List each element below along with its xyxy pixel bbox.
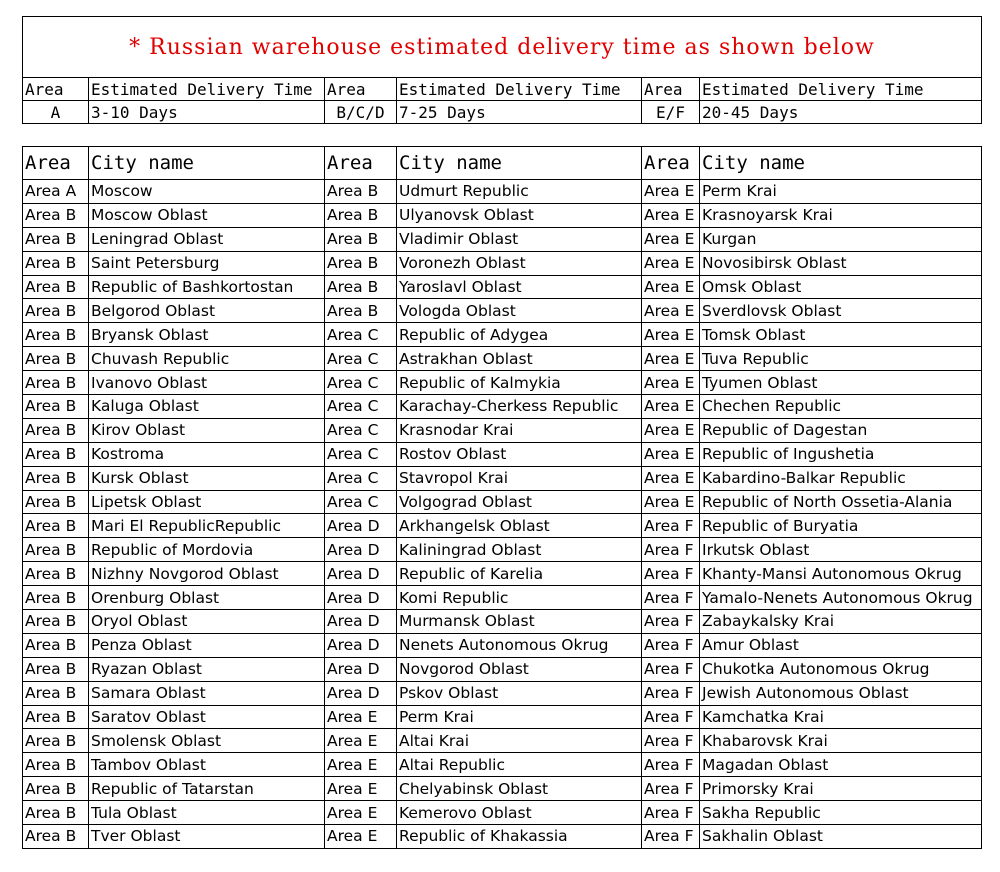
area-cell: Area E [325, 801, 397, 825]
page-title: * Russian warehouse estimated delivery time as shown below [23, 17, 982, 78]
area-group-a: A [23, 101, 89, 124]
city-cell: Tomsk Oblast [700, 323, 982, 347]
city-cell: Republic of Adygea [397, 323, 642, 347]
area-cell: Area F [642, 825, 700, 849]
area-group-bcd: B/C/D [325, 101, 397, 124]
area-cell: Area B [23, 323, 89, 347]
city-cell: Nenets Autonomous Okrug [397, 633, 642, 657]
area-cell: Area B [325, 180, 397, 204]
city-cell: Murmansk Oblast [397, 610, 642, 634]
area-cell: Area B [23, 514, 89, 538]
city-cell: Astrakhan Oblast [397, 347, 642, 371]
table-row [23, 490, 982, 514]
city-cell: Kaliningrad Oblast [397, 538, 642, 562]
city-cell: Moscow [89, 180, 325, 204]
area-cell: Area F [642, 586, 700, 610]
table-row [23, 777, 982, 801]
area-cell: Area E [325, 705, 397, 729]
area-cell: Area F [642, 538, 700, 562]
area-cell: Area F [642, 514, 700, 538]
area-cell: Area D [325, 586, 397, 610]
city-cell: Republic of Khakassia [397, 825, 642, 849]
city-cell: Saratov Oblast [89, 705, 325, 729]
area-cell: Area B [23, 681, 89, 705]
column-header-area: Area [325, 147, 397, 180]
city-cell: Moscow Oblast [89, 203, 325, 227]
city-area-table-body [23, 147, 982, 849]
city-cell: Samara Oblast [89, 681, 325, 705]
area-cell: Area B [325, 251, 397, 275]
city-cell: Kamchatka Krai [700, 705, 982, 729]
area-cell: Area B [23, 490, 89, 514]
table-row [23, 371, 982, 395]
city-cell: Krasnodar Krai [397, 418, 642, 442]
city-cell: Altai Republic [397, 753, 642, 777]
city-cell: Chechen Republic [700, 395, 982, 419]
area-cell: Area C [325, 490, 397, 514]
city-cell: Stavropol Krai [397, 466, 642, 490]
area-cell: Area D [325, 562, 397, 586]
area-cell: Area B [23, 610, 89, 634]
area-cell: Area C [325, 323, 397, 347]
area-cell: Area B [23, 299, 89, 323]
city-cell: Khabarovsk Krai [700, 729, 982, 753]
city-cell: Pskov Oblast [397, 681, 642, 705]
city-cell: Penza Oblast [89, 633, 325, 657]
city-cell: Mari El RepublicRepublic [89, 514, 325, 538]
area-cell: Area D [325, 538, 397, 562]
city-cell: Ulyanovsk Oblast [397, 203, 642, 227]
area-cell: Area F [642, 610, 700, 634]
area-cell: Area E [642, 227, 700, 251]
city-cell: Kaluga Oblast [89, 395, 325, 419]
column-header-city: City name [89, 147, 325, 180]
city-cell: Belgorod Oblast [89, 299, 325, 323]
area-cell: Area A [23, 180, 89, 204]
city-cell: Chukotka Autonomous Okrug [700, 657, 982, 681]
city-cell: Udmurt Republic [397, 180, 642, 204]
city-cell: Republic of Buryatia [700, 514, 982, 538]
area-cell: Area D [325, 681, 397, 705]
city-cell: Kostroma [89, 442, 325, 466]
table-row [23, 323, 982, 347]
area-cell: Area B [325, 275, 397, 299]
city-cell: Orenburg Oblast [89, 586, 325, 610]
city-cell: Lipetsk Oblast [89, 490, 325, 514]
city-cell: Bryansk Oblast [89, 323, 325, 347]
city-cell: Omsk Oblast [700, 275, 982, 299]
city-cell: Saint Petersburg [89, 251, 325, 275]
city-cell: Perm Krai [700, 180, 982, 204]
table-row [23, 395, 982, 419]
area-cell: Area B [325, 203, 397, 227]
city-cell: Sverdlovsk Oblast [700, 299, 982, 323]
area-cell: Area F [642, 801, 700, 825]
area-header: Area [642, 78, 700, 101]
table-row [23, 251, 982, 275]
city-cell: Krasnoyarsk Krai [700, 203, 982, 227]
city-cell: Irkutsk Oblast [700, 538, 982, 562]
area-cell: Area B [23, 371, 89, 395]
city-cell: Kemerovo Oblast [397, 801, 642, 825]
table-row [23, 633, 982, 657]
city-cell: Vladimir Oblast [397, 227, 642, 251]
area-cell: Area B [23, 801, 89, 825]
table-header-row [23, 147, 982, 180]
column-header-city: City name [397, 147, 642, 180]
area-cell: Area B [23, 729, 89, 753]
area-cell: Area B [23, 227, 89, 251]
city-cell: Magadan Oblast [700, 753, 982, 777]
city-cell: Republic of Mordovia [89, 538, 325, 562]
area-cell: Area D [325, 633, 397, 657]
city-cell: Oryol Oblast [89, 610, 325, 634]
city-cell: Kabardino-Balkar Republic [700, 466, 982, 490]
table-row [23, 705, 982, 729]
city-cell: Primorsky Krai [700, 777, 982, 801]
city-cell: Volgograd Oblast [397, 490, 642, 514]
table-row [23, 180, 982, 204]
area-cell: Area B [23, 825, 89, 849]
city-cell: Republic of Ingushetia [700, 442, 982, 466]
city-cell: Republic of North Ossetia-Alania [700, 490, 982, 514]
area-cell: Area B [23, 562, 89, 586]
city-cell: Novgorod Oblast [397, 657, 642, 681]
table-row [23, 610, 982, 634]
city-cell: Perm Krai [397, 705, 642, 729]
area-cell: Area C [325, 347, 397, 371]
area-cell: Area E [642, 323, 700, 347]
area-cell: Area C [325, 371, 397, 395]
city-cell: Chelyabinsk Oblast [397, 777, 642, 801]
area-cell: Area C [325, 418, 397, 442]
area-cell: Area E [325, 753, 397, 777]
city-cell: Zabaykalsky Krai [700, 610, 982, 634]
city-cell: Ivanovo Oblast [89, 371, 325, 395]
area-cell: Area E [325, 825, 397, 849]
table-row [23, 729, 982, 753]
city-cell: Novosibirsk Oblast [700, 251, 982, 275]
table-row [23, 753, 982, 777]
table-row [23, 586, 982, 610]
time-header: Estimated Delivery Time [700, 78, 982, 101]
area-cell: Area B [23, 777, 89, 801]
city-cell: Smolensk Oblast [89, 729, 325, 753]
area-cell: Area E [642, 490, 700, 514]
city-cell: Sakha Republic [700, 801, 982, 825]
delivery-time-bcd: 7-25 Days [397, 101, 642, 124]
column-header-area: Area [23, 147, 89, 180]
city-cell: Tver Oblast [89, 825, 325, 849]
area-cell: Area B [23, 633, 89, 657]
column-header-area: Area [642, 147, 700, 180]
city-cell: Republic of Karelia [397, 562, 642, 586]
delivery-time-summary [22, 16, 982, 124]
area-cell: Area B [23, 586, 89, 610]
area-cell: Area B [23, 347, 89, 371]
area-cell: Area B [23, 203, 89, 227]
city-cell: Tambov Oblast [89, 753, 325, 777]
area-group-ef: E/F [642, 101, 700, 124]
city-cell: Yaroslavl Oblast [397, 275, 642, 299]
area-cell: Area B [23, 657, 89, 681]
area-cell: Area B [23, 753, 89, 777]
city-area-table [22, 146, 982, 849]
table-row [23, 299, 982, 323]
city-cell: Republic of Kalmykia [397, 371, 642, 395]
table-row [23, 562, 982, 586]
area-cell: Area D [325, 657, 397, 681]
area-cell: Area F [642, 705, 700, 729]
area-cell: Area E [642, 275, 700, 299]
area-cell: Area D [325, 514, 397, 538]
area-cell: Area F [642, 753, 700, 777]
column-header-city: City name [700, 147, 982, 180]
city-cell: Tyumen Oblast [700, 371, 982, 395]
city-cell: Amur Oblast [700, 633, 982, 657]
area-cell: Area B [23, 275, 89, 299]
area-cell: Area F [642, 657, 700, 681]
area-cell: Area E [642, 418, 700, 442]
city-cell: Sakhalin Oblast [700, 825, 982, 849]
table-row [23, 442, 982, 466]
area-cell: Area E [642, 442, 700, 466]
area-cell: Area C [325, 395, 397, 419]
area-cell: Area F [642, 562, 700, 586]
city-cell: Arkhangelsk Oblast [397, 514, 642, 538]
area-cell: Area B [325, 299, 397, 323]
area-cell: Area D [325, 610, 397, 634]
area-cell: Area E [642, 251, 700, 275]
city-cell: Khanty-Mansi Autonomous Okrug [700, 562, 982, 586]
table-row [23, 227, 982, 251]
table-row [23, 657, 982, 681]
area-cell: Area C [325, 442, 397, 466]
area-header: Area [325, 78, 397, 101]
area-cell: Area C [325, 466, 397, 490]
table-row [23, 681, 982, 705]
area-cell: Area B [23, 705, 89, 729]
city-cell: Republic of Tatarstan [89, 777, 325, 801]
area-cell: Area B [325, 227, 397, 251]
area-cell: Area E [642, 299, 700, 323]
table-row [23, 801, 982, 825]
area-cell: Area E [325, 777, 397, 801]
area-cell: Area F [642, 633, 700, 657]
city-cell: Jewish Autonomous Oblast [700, 681, 982, 705]
table-row [23, 347, 982, 371]
area-cell: Area B [23, 442, 89, 466]
area-cell: Area E [642, 203, 700, 227]
area-cell: Area F [642, 681, 700, 705]
area-cell: Area E [642, 371, 700, 395]
area-cell: Area E [642, 347, 700, 371]
city-cell: Nizhny Novgorod Oblast [89, 562, 325, 586]
city-cell: Tula Oblast [89, 801, 325, 825]
area-cell: Area B [23, 538, 89, 562]
city-cell: Voronezh Oblast [397, 251, 642, 275]
city-cell: Karachay-Cherkess Republic [397, 395, 642, 419]
city-cell: Leningrad Oblast [89, 227, 325, 251]
area-cell: Area F [642, 777, 700, 801]
city-cell: Chuvash Republic [89, 347, 325, 371]
table-row [23, 203, 982, 227]
time-header: Estimated Delivery Time [89, 78, 325, 101]
area-cell: Area E [642, 466, 700, 490]
city-cell: Tuva Republic [700, 347, 982, 371]
city-cell: Kirov Oblast [89, 418, 325, 442]
area-cell: Area E [642, 180, 700, 204]
delivery-time-ef: 20-45 Days [700, 101, 982, 124]
table-row [23, 514, 982, 538]
area-cell: Area B [23, 251, 89, 275]
area-cell: Area B [23, 395, 89, 419]
area-header: Area [23, 78, 89, 101]
area-cell: Area E [325, 729, 397, 753]
city-cell: Kurgan [700, 227, 982, 251]
area-cell: Area B [23, 466, 89, 490]
table-row [23, 538, 982, 562]
city-cell: Republic of Dagestan [700, 418, 982, 442]
city-cell: Rostov Oblast [397, 442, 642, 466]
table-row [23, 825, 982, 849]
area-cell: Area E [642, 395, 700, 419]
city-cell: Republic of Bashkortostan [89, 275, 325, 299]
table-row [23, 275, 982, 299]
city-cell: Altai Krai [397, 729, 642, 753]
delivery-time-a: 3-10 Days [89, 101, 325, 124]
city-cell: Yamalo-Nenets Autonomous Okrug [700, 586, 982, 610]
city-cell: Komi Republic [397, 586, 642, 610]
city-cell: Kursk Oblast [89, 466, 325, 490]
table-row [23, 418, 982, 442]
table-row [23, 466, 982, 490]
city-cell: Ryazan Oblast [89, 657, 325, 681]
area-cell: Area F [642, 729, 700, 753]
time-header: Estimated Delivery Time [397, 78, 642, 101]
area-cell: Area B [23, 418, 89, 442]
city-cell: Vologda Oblast [397, 299, 642, 323]
